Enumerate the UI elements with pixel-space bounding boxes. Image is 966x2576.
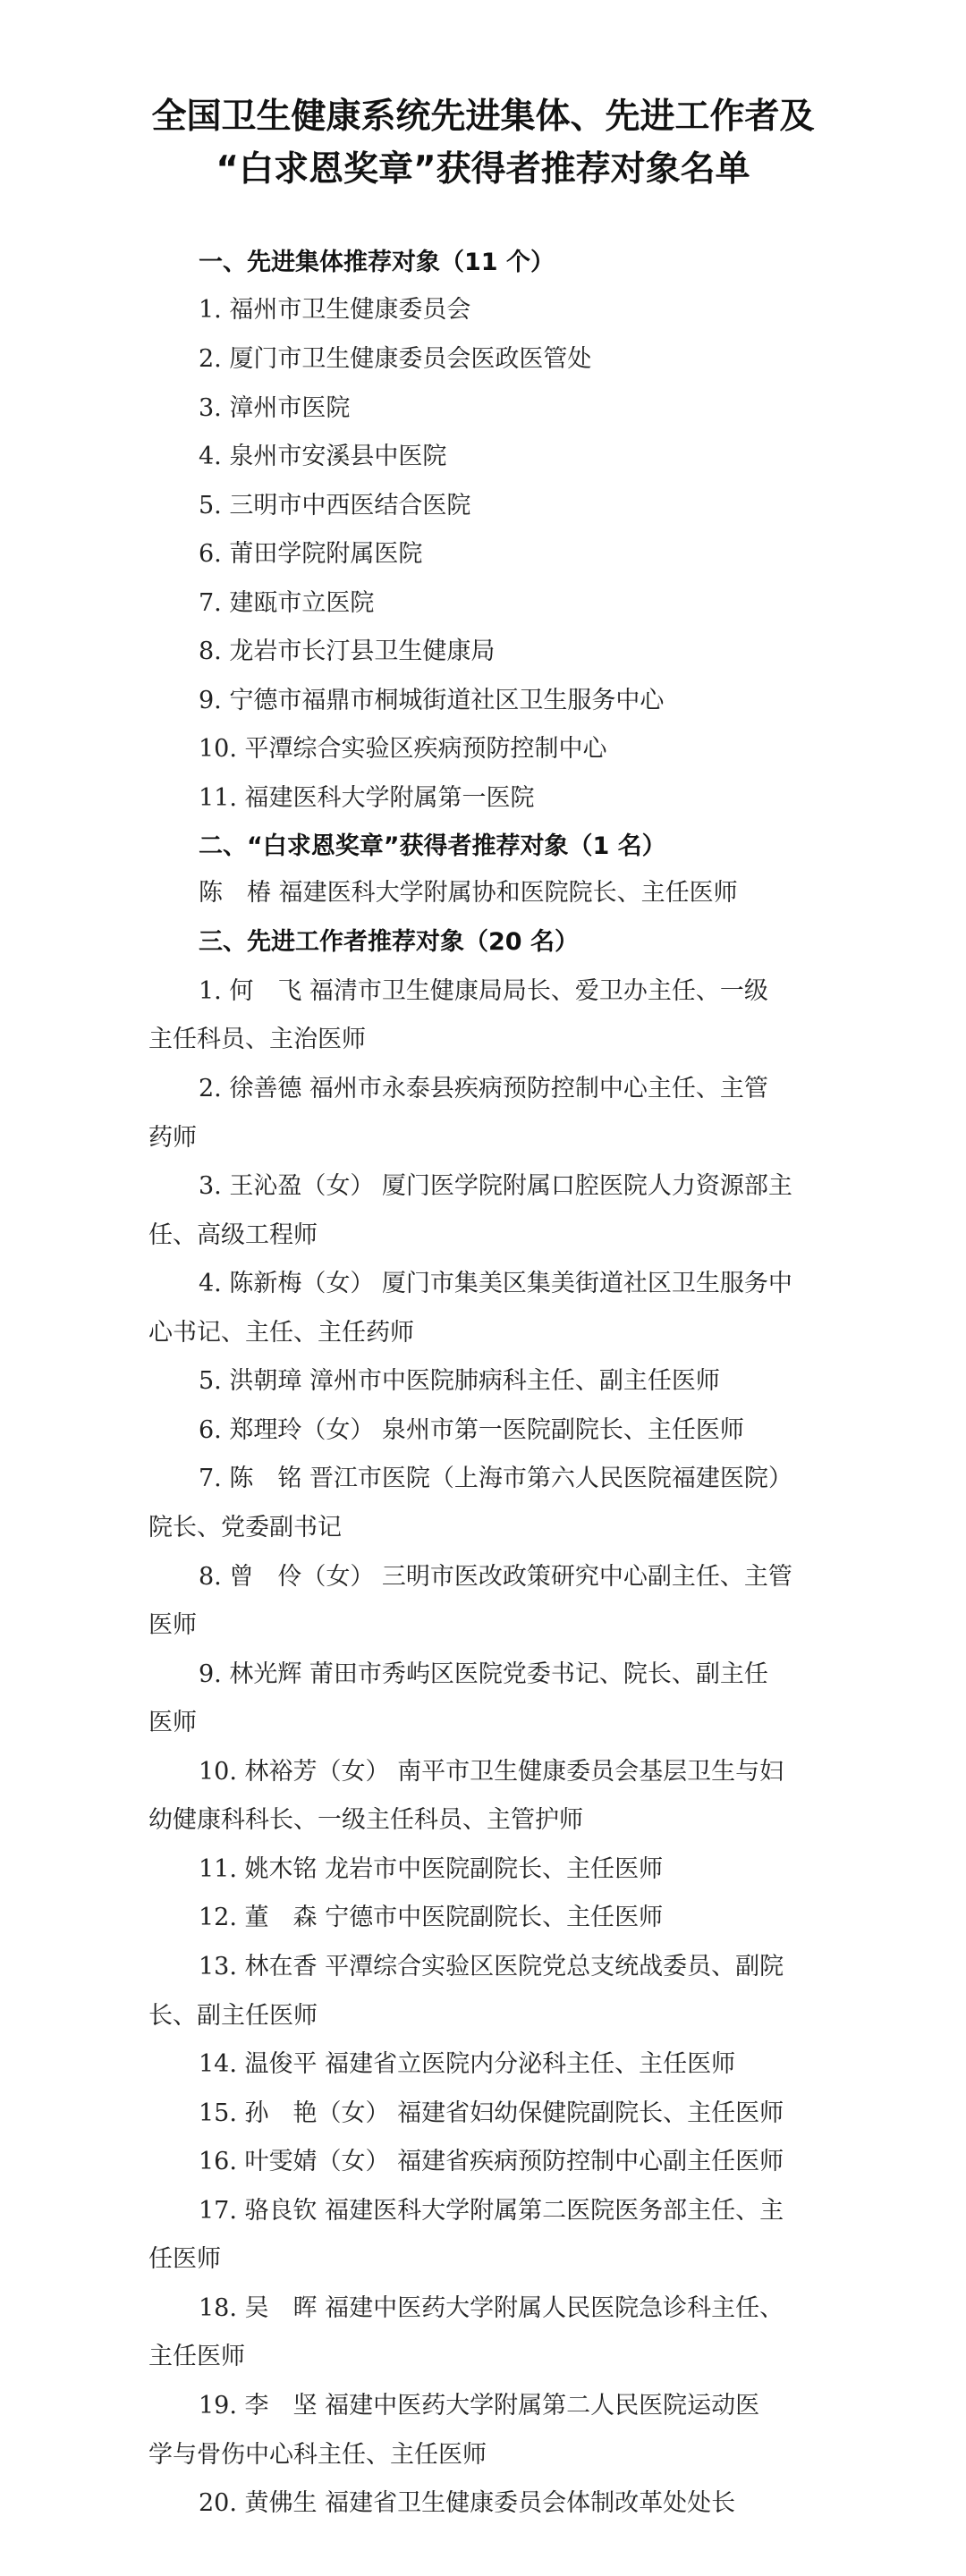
list-item: 4. 泉州市安溪县中医院 — [199, 443, 447, 470]
list-item: 12. 董 森 宁德市中医院副院长、主任医师 — [199, 1904, 664, 1931]
list-item: 1. 福州市卫生健康委员会 — [199, 296, 471, 324]
list-item-continuation: 主任医师 — [148, 2343, 245, 2370]
list-item: 7. 建瓯市立医院 — [199, 589, 375, 617]
list-item-continuation: 长、副主任医师 — [148, 2002, 318, 2030]
list-item: 5. 三明市中西医结合医院 — [199, 492, 471, 519]
document-title-line-2: “白求恩奖章”获得者推荐对象名单 — [216, 149, 750, 190]
list-item: 16. 叶雯婧（女） 福建省疾病预防控制中心副主任医师 — [199, 2148, 784, 2175]
list-item: 4. 陈新梅（女） 厦门市集美区集美街道社区卫生服务中 — [199, 1270, 792, 1297]
list-item: 14. 温俊平 福建省立医院内分泌科主任、主任医师 — [199, 2050, 736, 2078]
list-item: 19. 李 坚 福建中医药大学附属第二人民医院运动医 — [199, 2392, 760, 2420]
list-item: 9. 宁德市福鼎市桐城街道社区卫生服务中心 — [199, 687, 665, 714]
list-item: 18. 吴 晖 福建中医药大学附属人民医院急诊科主任、 — [199, 2294, 784, 2322]
list-item-continuation: 药师 — [148, 1124, 197, 1152]
list-item: 10. 平潭综合实验区疾病预防控制中心 — [199, 735, 607, 763]
list-item-continuation: 幼健康科科长、一级主任科员、主管护师 — [148, 1806, 583, 1834]
list-item: 10. 林裕芳（女） 南平市卫生健康委员会基层卫生与妇 — [199, 1758, 784, 1786]
list-item-continuation: 任医师 — [148, 2245, 221, 2273]
list-item: 17. 骆良钦 福建医科大学附属第二医院医务部主任、主 — [199, 2197, 784, 2225]
list-item: 11. 姚木铭 龙岩市中医院副院长、主任医师 — [199, 1855, 664, 1883]
list-item-continuation: 任、高级工程师 — [148, 1221, 318, 1249]
section-1-heading: 一、先进集体推荐对象（11 个） — [199, 249, 555, 276]
list-item: 15. 孙 艳（女） 福建省妇幼保健院副院长、主任医师 — [199, 2099, 784, 2127]
list-item: 20. 黄佛生 福建省卫生健康委员会体制改革处处长 — [199, 2489, 736, 2517]
list-item: 3. 漳州市医院 — [199, 394, 351, 422]
list-item-continuation: 医师 — [148, 1611, 197, 1639]
list-item: 6. 莆田学院附属医院 — [199, 540, 423, 568]
list-item: 2. 厦门市卫生健康委员会医政医管处 — [199, 345, 592, 373]
document-title-line-1: 全国卫生健康系统先进集体、先进工作者及 — [151, 97, 815, 137]
list-item: 11. 福建医科大学附属第一医院 — [199, 784, 535, 812]
list-item: 2. 徐善德 福州市永泰县疾病预防控制中心主任、主管 — [199, 1075, 768, 1102]
section-3-heading: 三、先进工作者推荐对象（20 名） — [199, 928, 579, 956]
list-item-continuation: 医师 — [148, 1709, 197, 1736]
list-item-continuation: 心书记、主任、主任药师 — [148, 1319, 414, 1347]
list-item: 1. 何 飞 福清市卫生健康局局长、爱卫办主任、一级 — [199, 977, 768, 1005]
list-item: 7. 陈 铭 晋江市医院（上海市第六人民医院福建医院） — [199, 1465, 792, 1492]
list-item: 13. 林在香 平潭综合实验区医院党总支统战委员、副院 — [199, 1953, 784, 1981]
section-2-heading: 二、“白求恩奖章”获得者推荐对象（1 名） — [199, 832, 666, 860]
list-item-continuation: 主任科员、主治医师 — [148, 1026, 366, 1053]
list-item: 5. 洪朝璋 漳州市中医院肺病科主任、副主任医师 — [199, 1367, 720, 1395]
list-item-continuation: 院长、党委副书记 — [148, 1514, 342, 1541]
list-item: 9. 林光辉 莆田市秀屿区医院党委书记、院长、副主任 — [199, 1660, 768, 1688]
list-item: 6. 郑理玲（女） 泉州市第一医院副院长、主任医师 — [199, 1416, 744, 1444]
list-item-continuation: 学与骨伤中心科主任、主任医师 — [148, 2441, 487, 2469]
list-item: 8. 曾 伶（女） 三明市医改政策研究中心副主任、主管 — [199, 1563, 792, 1591]
list-item: 陈 椿 福建医科大学附属协和医院院长、主任医师 — [199, 879, 738, 907]
list-item: 8. 龙岩市长汀县卫生健康局 — [199, 638, 496, 665]
list-item: 3. 王沁盈（女） 厦门医学院附属口腔医院人力资源部主 — [199, 1172, 792, 1200]
